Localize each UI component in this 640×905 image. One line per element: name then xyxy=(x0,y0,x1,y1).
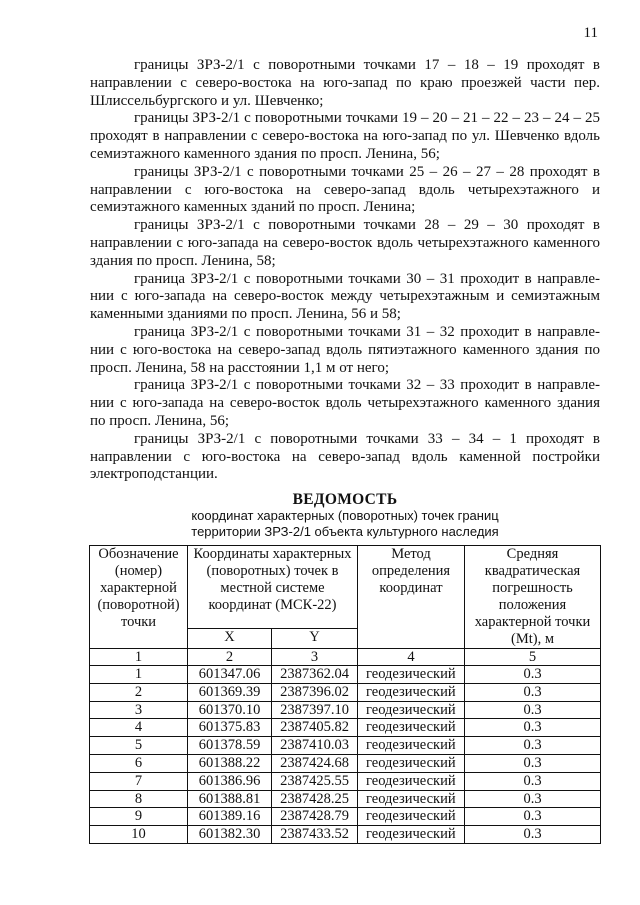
method-cell: геодезический xyxy=(358,826,465,844)
point-number-cell: 10 xyxy=(90,826,188,844)
error-cell: 0.3 xyxy=(465,826,601,844)
paragraph: границы ЗРЗ-2/1 с поворотными точками 28 – 29 – 30 проходят в направлении с юго-запада на северо-восток вдоль четырехэтажного каменного здания по просп. Ленина, 58; xyxy=(90,217,600,269)
method-cell: геодезический xyxy=(358,808,465,826)
error-cell: 0.3 xyxy=(465,701,601,719)
x-coordinate-cell: 601388.22 xyxy=(188,754,272,772)
method-cell: геодезический xyxy=(358,790,465,808)
paragraph: границы ЗРЗ-2/1 с поворотными точками 33 – 34 – 1 проходят в направлении с юго-востока на северо-запад вдоль каменной постройки электроподстанции. xyxy=(90,430,600,483)
column-number: 3 xyxy=(272,649,358,666)
x-coordinate-cell: 601386.96 xyxy=(188,772,272,790)
table-row xyxy=(90,719,601,737)
method-cell: геодезический xyxy=(358,719,465,737)
table-row xyxy=(90,683,601,701)
paragraph: граница ЗРЗ-2/1 с поворотными точками 31 – 32 проходит в направлении с юго-востока на северо-запад вдоль пятиэтажного каменного здания по просп. Ленина, 58 на расстоянии 1,1 м от него; xyxy=(90,323,600,376)
column-number: 5 xyxy=(465,649,601,666)
header-method: Метод определения координат xyxy=(358,546,465,649)
point-number-cell: 9 xyxy=(90,808,188,826)
document-title: ВЕДОМОСТЬ xyxy=(292,491,398,508)
error-cell: 0.3 xyxy=(465,754,601,772)
error-cell: 0.3 xyxy=(465,737,601,755)
header-coordinates: Координаты характерных (поворотных) точек в местной системе координат (МСК-22) xyxy=(188,546,358,629)
paragraph: граница ЗРЗ-2/1 с поворотными точками 30 – 31 проходит в направлении с юго-запада на северо-восток между четырехэтажным и семиэтажным каменными зданиями по просп. Ленина, 56 и 58; xyxy=(90,270,600,323)
point-number-cell: 7 xyxy=(90,772,188,790)
method-cell: геодезический xyxy=(358,683,465,701)
paragraph: границы ЗРЗ-2/1 с поворотными точками 25 – 26 – 27 – 28 проходят в направлении с юго-востока на северо-запад вдоль четырехэтажного и семиэтажного каменных зданий по просп. Ленина; xyxy=(90,163,600,216)
y-coordinate-cell: 2387362.04 xyxy=(272,666,358,684)
method-cell: геодезический xyxy=(358,772,465,790)
error-cell: 0.3 xyxy=(465,790,601,808)
y-coordinate-cell: 2387396.02 xyxy=(272,683,358,701)
table-row xyxy=(90,790,601,808)
method-cell: геодезический xyxy=(358,666,465,684)
document-subtitle-line: территории ЗРЗ-2/1 объекта культурного наследия xyxy=(191,524,499,539)
point-number-cell: 1 xyxy=(90,666,188,684)
header-designation: Обозначение (номер) характерной (поворотной) точки xyxy=(90,546,188,649)
table-body xyxy=(90,666,601,844)
header-x: X xyxy=(188,628,272,648)
error-cell: 0.3 xyxy=(465,719,601,737)
point-number-cell: 4 xyxy=(90,719,188,737)
statement-heading xyxy=(90,491,600,540)
x-coordinate-cell: 601382.30 xyxy=(188,826,272,844)
method-cell: геодезический xyxy=(358,754,465,772)
header-y: Y xyxy=(272,628,358,648)
table-row xyxy=(90,754,601,772)
paragraph: границы ЗРЗ-2/1 с поворотными точками 19 – 20 – 21 – 22 – 23 – 24 – 25 проходят в направлении с северо-востока на юго-запад по ул. Шевченко вдоль семиэтажного каменного здания по просп. Ленина, 56; xyxy=(90,110,600,162)
header-error: Средняя квадратическая погрешность положения характерной точки (Mt), м xyxy=(465,546,601,649)
method-cell: геодезический xyxy=(358,737,465,755)
y-coordinate-cell: 2387410.03 xyxy=(272,737,358,755)
error-cell: 0.3 xyxy=(465,683,601,701)
y-coordinate-cell: 2387405.82 xyxy=(272,719,358,737)
x-coordinate-cell: 601389.16 xyxy=(188,808,272,826)
point-number-cell: 6 xyxy=(90,754,188,772)
x-coordinate-cell: 601388.81 xyxy=(188,790,272,808)
y-coordinate-cell: 2387433.52 xyxy=(272,826,358,844)
paragraph: границы ЗРЗ-2/1 с поворотными точками 17 – 18 – 19 проходят в направлении с северо-востока на юго-запад по краю проезжей части пер. Шлиссельбургского и ул. Шевченко; xyxy=(90,57,600,109)
x-coordinate-cell: 601370.10 xyxy=(188,701,272,719)
table-row xyxy=(90,737,601,755)
table-row xyxy=(90,808,601,826)
coordinates-table xyxy=(89,545,601,844)
document-subtitle-line: координат характерных (поворотных) точек границ xyxy=(191,508,499,523)
column-number: 4 xyxy=(358,649,465,666)
column-number: 1 xyxy=(90,649,188,666)
error-cell: 0.3 xyxy=(465,666,601,684)
table-row xyxy=(90,826,601,844)
y-coordinate-cell: 2387428.25 xyxy=(272,790,358,808)
error-cell: 0.3 xyxy=(465,772,601,790)
point-number-cell: 3 xyxy=(90,701,188,719)
table-row xyxy=(90,701,601,719)
method-cell: геодезический xyxy=(358,701,465,719)
point-number-cell: 5 xyxy=(90,737,188,755)
table-row xyxy=(90,666,601,684)
column-number: 2 xyxy=(188,649,272,666)
x-coordinate-cell: 601369.39 xyxy=(188,683,272,701)
point-number-cell: 8 xyxy=(90,790,188,808)
x-coordinate-cell: 601378.59 xyxy=(188,737,272,755)
y-coordinate-cell: 2387428.79 xyxy=(272,808,358,826)
y-coordinate-cell: 2387424.68 xyxy=(272,754,358,772)
error-cell: 0.3 xyxy=(465,808,601,826)
x-coordinate-cell: 601347.06 xyxy=(188,666,272,684)
x-coordinate-cell: 601375.83 xyxy=(188,719,272,737)
y-coordinate-cell: 2387425.55 xyxy=(272,772,358,790)
y-coordinate-cell: 2387397.10 xyxy=(272,701,358,719)
paragraph: граница ЗРЗ-2/1 с поворотными точками 32 – 33 проходит в направлении с юго-запада на северо-восток вдоль четырехэтажного каменного здания по просп. Ленина, 56; xyxy=(90,377,600,429)
point-number-cell: 2 xyxy=(90,683,188,701)
page-number: 11 xyxy=(583,25,598,41)
table-row xyxy=(90,772,601,790)
column-number-row xyxy=(90,649,601,666)
boundary-description xyxy=(90,57,600,484)
